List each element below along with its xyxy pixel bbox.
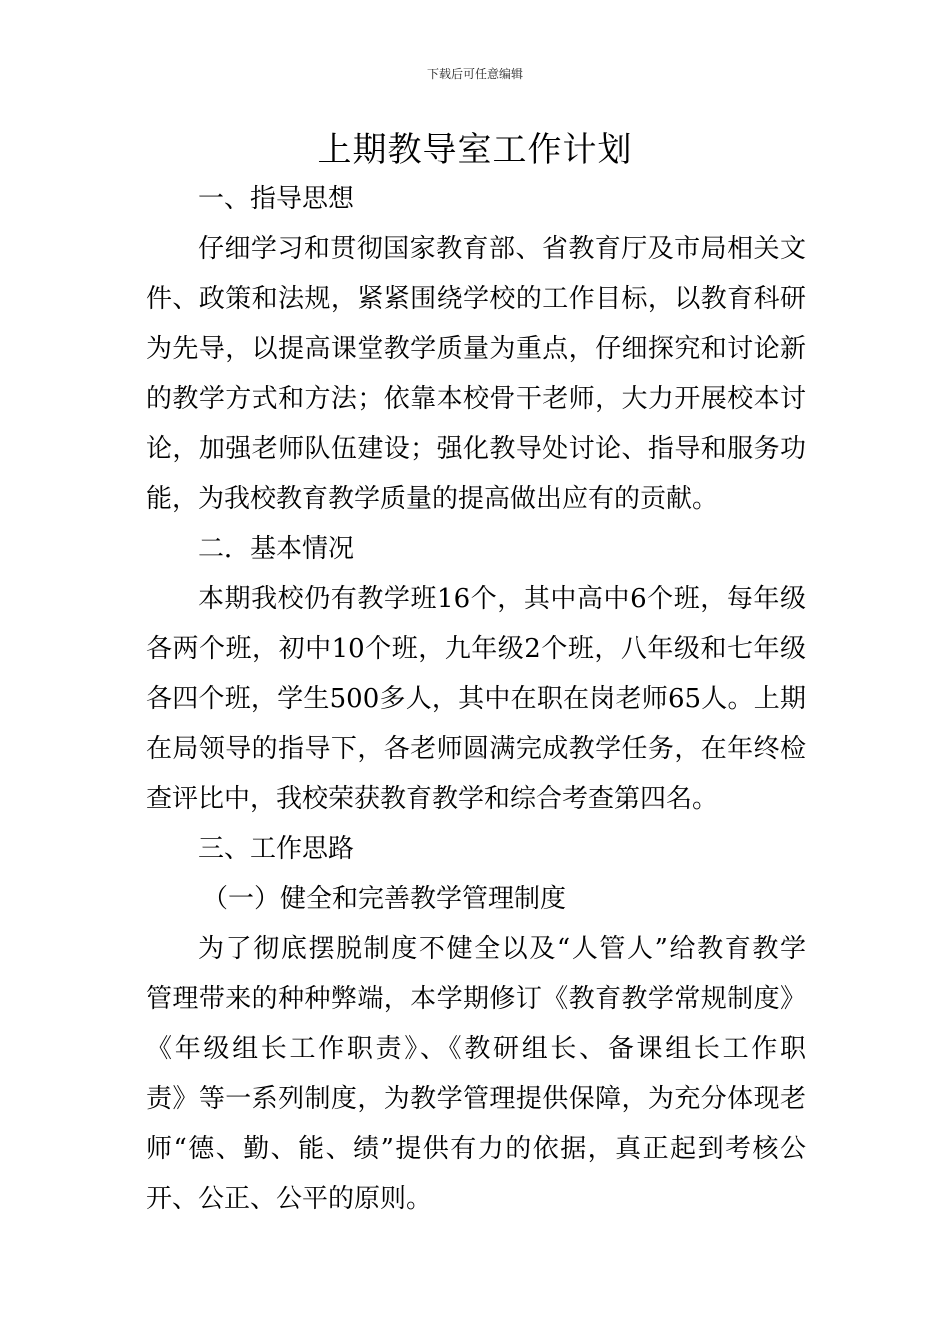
document-body bbox=[146, 174, 806, 1224]
paragraph-line: 的教学方式和方法；依靠本校骨干老师，大力开展校本讨 bbox=[146, 384, 806, 414]
paragraph-line: 《年级组长工作职责》、《教研组长、备课组长工作职 bbox=[146, 1034, 806, 1064]
section-heading-guiding-thought: 一、指导思想 bbox=[198, 184, 355, 214]
paragraph-line: 管理带来的种种弊端，本学期修订《教育教学常规制度》 bbox=[146, 984, 806, 1014]
paragraph-line: 件、政策和法规，紧紧围绕学校的工作目标，以教育科研 bbox=[146, 284, 806, 314]
paragraph-line: 论，加强老师队伍建设；强化教导处讨论、指导和服务功 bbox=[146, 434, 806, 464]
paragraph-line: 责》等一系列制度，为教学管理提供保障，为充分体现老 bbox=[146, 1084, 806, 1114]
section-heading-basic-situation: 二．基本情况 bbox=[198, 534, 355, 564]
paragraph-line: 为先导，以提高课堂教学质量为重点，仔细探究和讨论新 bbox=[146, 334, 806, 364]
paragraph-line: 开、公正、公平的原则。 bbox=[146, 1184, 433, 1214]
document-title: 上期教导室工作计划 bbox=[317, 130, 633, 170]
subsection-heading: （一）健全和完善教学管理制度 bbox=[202, 884, 567, 914]
paragraph-line: 本期我校仍有教学班16个，其中高中6个班，每年级 bbox=[198, 584, 806, 614]
paragraph-line: 师“德、勤、能、绩”提供有力的依据，真正起到考核公 bbox=[146, 1134, 806, 1164]
paragraph-line: 为了彻底摆脱制度不健全以及“人管人”给教育教学 bbox=[198, 934, 806, 964]
paragraph-line: 仔细学习和贯彻国家教育部、省教育厅及市局相关文 bbox=[198, 234, 806, 264]
paragraph-line: 各四个班，学生500多人，其中在职在岗老师65人。上期 bbox=[146, 684, 806, 714]
paragraph-line: 各两个班，初中10个班，九年级2个班，八年级和七年级 bbox=[146, 634, 806, 664]
paragraph-line: 查评比中，我校荣获教育教学和综合考查第四名。 bbox=[146, 784, 719, 814]
paragraph-line: 能，为我校教育教学质量的提高做出应有的贡献。 bbox=[146, 484, 719, 514]
paragraph-line: 在局领导的指导下，各老师圆满完成教学任务，在年终检 bbox=[146, 734, 806, 764]
header-note: 下载后可任意编辑 bbox=[426, 67, 523, 81]
section-heading-work-approach: 三、工作思路 bbox=[198, 834, 355, 864]
